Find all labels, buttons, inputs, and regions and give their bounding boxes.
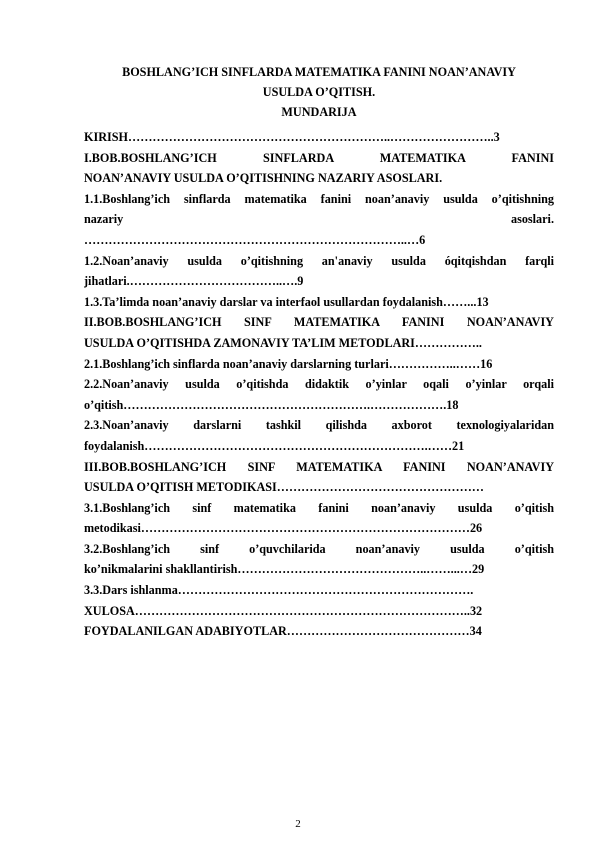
toc-line-chapter-2: II.BOB.BOSHLANG’ICH SINF MATEMATIKA FANINI NOAN’ANAVIY xyxy=(84,315,554,330)
toc-line-section-1-2: 1.2.Noan’anaviy usulda o’qitishning an'anaviy usulda óqitqishdan farqli xyxy=(84,253,554,268)
toc-line-section-3-1-continued: metodikasi………………………………………………………………………26 xyxy=(84,521,483,536)
toc-line-chapter-3: III.BOB.BOSHLANG’ICH SINF MATEMATIKA FANINI NOAN’ANAVIY xyxy=(84,459,554,474)
toc-line-chapter-1-continued: NOAN’ANAVIY USULDA O’QITISHNING NAZARIY ASOSLARI. xyxy=(84,171,443,186)
toc-line-chapter-2-continued: USULDA O’QITISHDA ZAMONAVIY TA’LIM METODLARI…………….. xyxy=(84,335,482,350)
toc-line-kirish: KIRISH………………………………………………………..……………………..3 xyxy=(84,130,500,144)
toc-line-section-3-2: 3.2.Boshlang’ich sinf o’quvchilarida noan’anaviy usulda o’qitish xyxy=(84,541,554,556)
contents-heading: MUNDARIJA xyxy=(281,105,357,119)
toc-line-section-3-2-continued: ko’nikmalarini shakllantirish………………………………………..……...…29 xyxy=(84,562,485,577)
toc-line-section-3-3: 3.3.Dars ishlanma………………………………………………………………. xyxy=(84,583,474,598)
toc-line-section-1-1-continued: nazariy asoslari. xyxy=(84,212,554,227)
toc-line-section-2-2-continued: o’qitish…………………………………………………….……………….18 xyxy=(84,397,459,412)
table-of-contents xyxy=(84,127,554,642)
toc-line-chapter-3-continued: USULDA O’QITISH METODIKASI…………………………………………… xyxy=(84,480,484,495)
toc-line-section-1-1: 1.1.Boshlang’ich sinflarda matematika fanini noan’anaviy usulda o’qitishning xyxy=(84,191,554,206)
toc-line-adabiyotlar: FOYDALANILGAN ADABIYOTLAR………………………………………34 xyxy=(84,624,482,639)
toc-line-section-2-2: 2.2.Noan’anaviy usulda o’qitishda didaktik o’yinlar oqali o’yinlar orqali xyxy=(84,377,554,392)
document-title: BOSHLANG’ICH SINFLARDA MATEMATIKA FANINI NOAN’ANAVIY xyxy=(122,65,516,79)
toc-line-section-3-1: 3.1.Boshlang’ich sinf matematika fanini noan’anaviy usulda o’qitish xyxy=(84,500,554,515)
toc-line-chapter-1: I.BOB.BOSHLANG’ICH SINFLARDA MATEMATIKA FANINI xyxy=(84,150,554,165)
toc-line-section-2-1: 2.1.Boshlang’ich sinflarda noan’anaviy darslarning turlari……………..……16 xyxy=(84,356,493,371)
toc-line-section-1-2-continued: jihatlari.………………………………..….9 xyxy=(84,274,304,289)
toc-line-section-2-3-continued: foydalanish…………………………………………………………….……21 xyxy=(84,438,465,453)
toc-line-section-2-3: 2.3.Noan’anaviy darslarni tashkil qilishda axborot texnologiyalaridan xyxy=(84,418,554,433)
document-title-continued: USULDA O’QITISH. xyxy=(262,85,376,99)
toc-line-section-1-1-page: ……………………………………………………………………..…6 xyxy=(84,232,426,247)
page-number: 2 xyxy=(295,818,301,830)
toc-line-xulosa: XULOSA………………………………………………………………………..32 xyxy=(84,603,483,618)
toc-line-section-1-3: 1.3.Ta’limda noan’anaviy darslar va interfaol usullardan foydalanish……...13 xyxy=(84,294,489,309)
